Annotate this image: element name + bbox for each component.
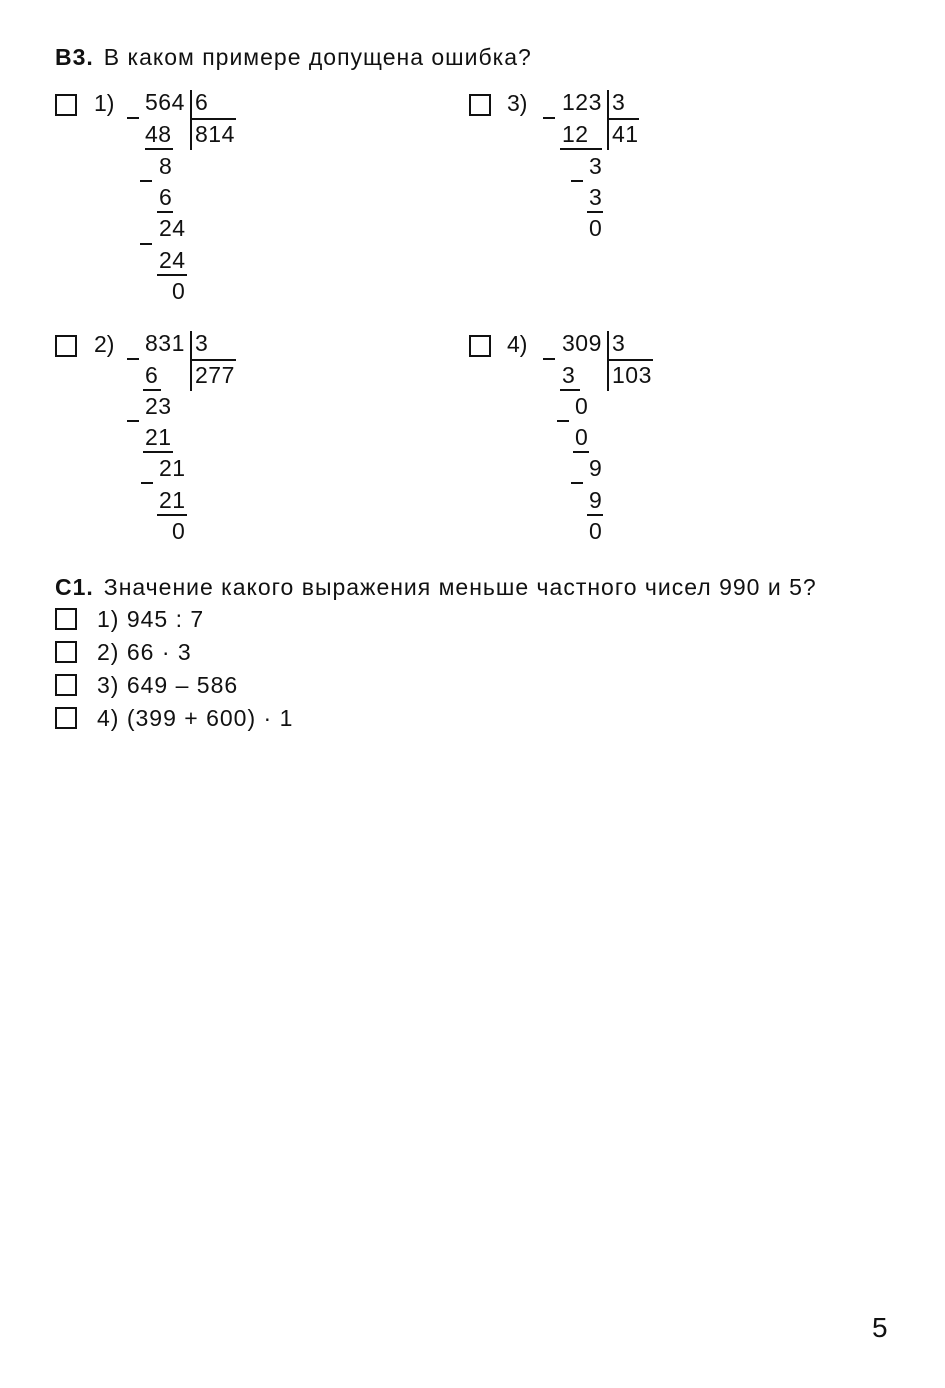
task-c1-question: Значение какого выражения меньше частного чисел 990 и 5?: [103, 574, 817, 600]
division-bar: [190, 331, 192, 391]
dividend: 564: [145, 89, 185, 115]
step-line: [560, 148, 602, 150]
b3-option-4-label: 4): [507, 331, 528, 357]
c1-option-2-checkbox[interactable]: [55, 641, 77, 663]
step-4: 9: [589, 455, 603, 481]
step-2: 3: [589, 153, 603, 179]
task-c1-number: C1.: [55, 574, 94, 600]
minus-sign: [543, 117, 555, 119]
c1-option-3-text: 3) 649 – 586: [97, 672, 239, 698]
b3-option-4-checkbox[interactable]: [469, 335, 491, 357]
remainder: 0: [172, 518, 186, 544]
quotient: 41: [612, 121, 639, 147]
b3-option-2-label: 2): [94, 331, 115, 357]
step-line: [587, 211, 603, 213]
minus-sign: [543, 358, 555, 360]
divisor: 3: [612, 330, 626, 356]
minus-sign: [127, 420, 139, 422]
step-2: 23: [145, 393, 172, 419]
divisor: 6: [195, 89, 209, 115]
division-bar: [607, 331, 609, 391]
minus-sign: [127, 117, 139, 119]
step-3: 21: [145, 424, 172, 450]
remainder: 0: [589, 518, 603, 544]
step-line: [143, 389, 161, 391]
step-5: 21: [159, 487, 186, 513]
remainder: 0: [589, 215, 603, 241]
task-c1-heading: [55, 574, 817, 601]
step-2: 8: [159, 153, 173, 179]
minus-sign: [140, 180, 152, 182]
divisor: 3: [195, 330, 209, 356]
dividend: 831: [145, 330, 185, 356]
b3-option-3-checkbox[interactable]: [469, 94, 491, 116]
b3-option-1-label: 1): [94, 90, 115, 116]
division-bar: [607, 90, 609, 150]
dividend: 123: [562, 89, 602, 115]
c1-option-1-checkbox[interactable]: [55, 608, 77, 630]
c1-option-2-text: 2) 66 · 3: [97, 639, 192, 665]
task-b3-number: B3.: [55, 44, 94, 70]
c1-option-4-text: 4) (399 + 600) · 1: [97, 705, 294, 731]
step-4: 21: [159, 455, 186, 481]
step-line: [145, 148, 173, 150]
step-1: 3: [562, 362, 576, 388]
divisor: 3: [612, 89, 626, 115]
minus-sign: [141, 482, 153, 484]
step-line: [587, 514, 603, 516]
step-line: [157, 211, 173, 213]
step-5: 24: [159, 247, 186, 273]
step-line: [573, 451, 589, 453]
step-line: [143, 451, 173, 453]
c1-option-4-checkbox[interactable]: [55, 707, 77, 729]
minus-sign: [571, 180, 583, 182]
c1-option-3-checkbox[interactable]: [55, 674, 77, 696]
minus-sign: [557, 420, 569, 422]
b3-option-1-checkbox[interactable]: [55, 94, 77, 116]
step-1: 6: [145, 362, 159, 388]
minus-sign: [140, 243, 152, 245]
task-b3-question: В каком примере допущена ошибка?: [103, 44, 532, 70]
quotient: 277: [195, 362, 235, 388]
division-bar: [190, 90, 192, 150]
dividend: 309: [562, 330, 602, 356]
task-b3-heading: [55, 44, 532, 71]
step-line: [157, 514, 187, 516]
quotient: 814: [195, 121, 235, 147]
page-number: 5: [872, 1312, 888, 1343]
step-5: 9: [589, 487, 603, 513]
step-3: 6: [159, 184, 173, 210]
step-4: 24: [159, 215, 186, 241]
step-1: 48: [145, 121, 172, 147]
remainder: 0: [172, 278, 186, 304]
step-1: 12: [562, 121, 589, 147]
b3-option-3-label: 3): [507, 90, 528, 116]
minus-sign: [127, 358, 139, 360]
step-3: 0: [575, 424, 589, 450]
step-2: 0: [575, 393, 589, 419]
step-line: [157, 274, 187, 276]
minus-sign: [571, 482, 583, 484]
step-3: 3: [589, 184, 603, 210]
step-line: [560, 389, 580, 391]
c1-option-1-text: 1) 945 : 7: [97, 606, 205, 632]
quotient: 103: [612, 362, 652, 388]
b3-option-2-checkbox[interactable]: [55, 335, 77, 357]
